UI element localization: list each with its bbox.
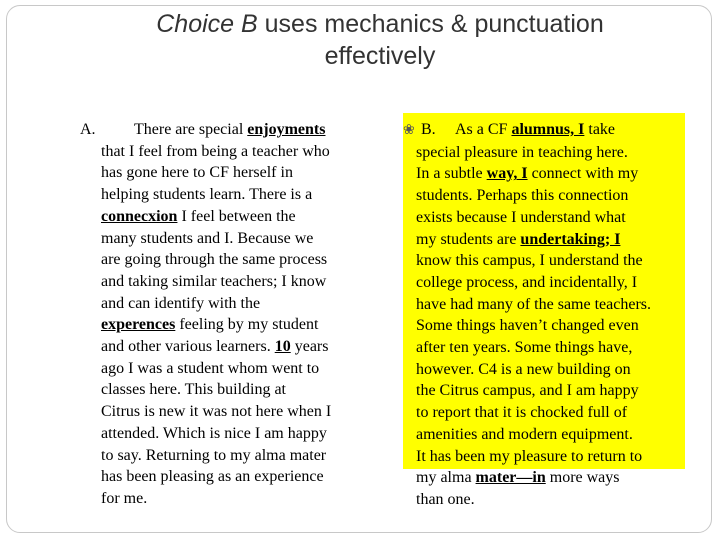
text-run: years <box>290 338 329 356</box>
right-line <box>403 229 685 251</box>
text-run: has been pleasing as an experience <box>101 468 324 486</box>
text-run: than one. <box>416 490 475 508</box>
left-line <box>80 401 365 423</box>
text-run: know this campus, I understand the <box>416 252 643 270</box>
text-run: Citrus is new it was not here when I <box>101 403 332 421</box>
choice-a-marker: A. <box>80 121 96 138</box>
underlined-text: mater—in <box>475 469 546 487</box>
left-line <box>80 293 365 315</box>
right-line <box>403 272 685 294</box>
right-line <box>403 294 685 316</box>
right-line <box>403 359 685 381</box>
choice-a-paragraph <box>80 119 365 510</box>
text-run: feeling by my student <box>175 316 319 334</box>
text-run: to report that it is chocked full of <box>416 404 628 422</box>
left-line <box>80 271 365 293</box>
curl-bullet-icon: ❀ <box>403 123 415 138</box>
text-run: has gone here to CF herself in <box>101 164 293 182</box>
title-line-1: uses mechanics & punctuation <box>257 10 604 38</box>
text-run: more ways <box>545 469 620 487</box>
text-run: and other various learners. <box>101 338 275 356</box>
underlined-text: experences <box>101 316 176 334</box>
underlined-text: way, I <box>486 165 528 183</box>
left-line <box>80 162 365 184</box>
right-line <box>403 250 685 272</box>
text-run: for me. <box>101 489 148 507</box>
left-line <box>80 488 365 510</box>
text-run: students. Perhaps this connection <box>416 187 629 205</box>
text-run: helping students learn. There is a <box>101 186 313 204</box>
right-line <box>403 163 685 185</box>
text-run: and can identify with the <box>101 294 261 312</box>
text-run: that I feel from being a teacher who <box>101 142 330 160</box>
text-run: special pleasure in teaching here. <box>416 143 628 161</box>
right-line <box>403 142 685 164</box>
text-run: attended. Which is nice I am happy <box>101 424 327 442</box>
title-line-2: effectively <box>324 42 436 70</box>
text-run: many students and I. Because we <box>101 229 314 247</box>
text-run: exists because I understand what <box>416 208 626 226</box>
left-line <box>80 445 365 467</box>
text-run: to say. Returning to my alma mater <box>101 446 327 464</box>
left-line <box>80 119 365 141</box>
text-run: are going through the same process <box>101 251 328 269</box>
right-line <box>403 489 685 511</box>
text-run: It has been my pleasure to return to <box>416 447 643 465</box>
left-line <box>80 379 365 401</box>
underlined-text: enjoyments <box>247 121 326 138</box>
text-run: ago I was a student whom went to <box>101 359 320 377</box>
left-line <box>80 423 365 445</box>
left-line <box>80 466 365 488</box>
right-line <box>403 119 685 142</box>
text-run: take <box>584 121 616 138</box>
left-line <box>80 141 365 163</box>
right-line <box>403 424 685 446</box>
text-run: the Citrus campus, and I am happy <box>416 382 639 400</box>
text-run: I feel between the <box>177 207 296 225</box>
left-line <box>80 314 365 336</box>
choice-b-paragraph <box>403 113 685 508</box>
text-run: however. C4 is a new building on <box>416 360 631 378</box>
text-run: my alma <box>416 469 476 487</box>
text-run: Some things haven’t changed even <box>416 317 639 335</box>
text-run: connect with my <box>527 165 639 183</box>
right-line <box>403 185 685 207</box>
text-run: college process, and incidentally, I <box>416 273 638 291</box>
left-line <box>80 336 365 358</box>
left-line <box>80 358 365 380</box>
right-line <box>403 207 685 229</box>
right-line <box>403 315 685 337</box>
text-run: amenities and modern equipment. <box>416 425 633 443</box>
left-line <box>80 184 365 206</box>
right-line <box>403 446 685 468</box>
text-run: As a CF <box>455 121 512 138</box>
text-run: after ten years. Some things have, <box>416 339 633 357</box>
left-line <box>80 249 365 271</box>
right-line <box>403 467 685 489</box>
text-run: There are special <box>134 121 248 138</box>
text-run: my students are <box>416 230 521 248</box>
right-line <box>403 337 685 359</box>
underlined-text: connecxion <box>101 207 178 225</box>
right-line <box>403 380 685 402</box>
underlined-text: 10 <box>274 338 291 356</box>
title-emphasis: Choice B <box>156 10 258 38</box>
underlined-text: undertaking; I <box>520 230 621 248</box>
choice-b-marker: B. <box>421 121 436 138</box>
right-line <box>403 402 685 424</box>
text-run: and taking similar teachers; I know <box>101 272 327 290</box>
text-run: classes here. This building at <box>101 381 286 399</box>
text-run: In a subtle <box>416 165 487 183</box>
left-line <box>80 228 365 250</box>
left-line <box>80 206 365 228</box>
text-run: have had many of the same teachers. <box>416 295 652 313</box>
slide-title <box>60 8 700 72</box>
underlined-text: alumnus, I <box>511 121 585 138</box>
